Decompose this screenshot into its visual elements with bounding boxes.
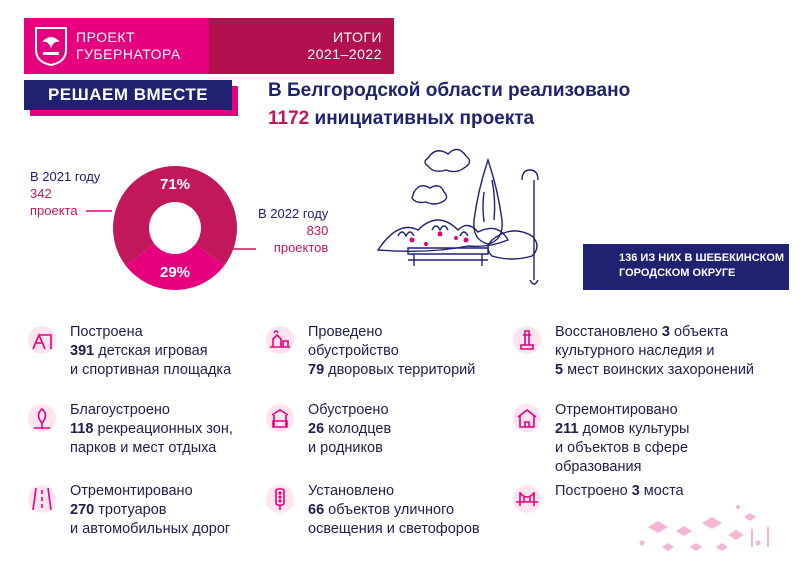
stat-heritage-line1: объекта: [673, 324, 729, 340]
label-2021-year: В 2021 году: [30, 169, 101, 184]
stat-culture-line3: и объектов в сфере: [555, 440, 689, 456]
yard-icon: [265, 325, 295, 355]
stat-parks-line3: парков и мест отдыха: [70, 440, 217, 456]
stat-parks-number: 118: [70, 421, 94, 437]
stat-heritage-number-1: 3: [661, 324, 670, 340]
stat-parks-line2: рекреационных зон,: [97, 421, 233, 437]
label-2021-unit: проекта: [30, 203, 78, 218]
period-line-1: ИТОГИ: [332, 29, 382, 45]
stat-roads-number: 270: [70, 502, 95, 518]
stat-wells-line3: и родников: [308, 440, 383, 456]
park-illustration: [368, 140, 568, 298]
stat-roads-line3: и автомобильных дорог: [70, 521, 231, 537]
stat-culture-line2: домов культуры: [582, 421, 690, 437]
road-icon: [27, 484, 57, 514]
lamp-top: [522, 170, 538, 180]
district-banner: [583, 244, 789, 290]
lamp-post: [530, 180, 538, 284]
donut-group: [113, 166, 237, 290]
stat-roads-line2: тротуаров: [98, 502, 167, 518]
stat-playgrounds-line2: детская игровая: [98, 343, 208, 359]
stat-roads-line1: Отремонтировано: [70, 483, 193, 499]
label-2022: [258, 205, 328, 256]
house-icon: [512, 403, 542, 433]
stat-wells-line2: колодцев: [328, 421, 392, 437]
playground-icon: [27, 325, 57, 355]
bridge-icon: [512, 484, 542, 514]
stat-wells-number: 26: [308, 421, 325, 437]
stat-yards-line1: Проведено: [308, 324, 383, 340]
stat-yards-number: 79: [308, 362, 325, 378]
decorative-pattern: [628, 497, 778, 557]
brand-line-2: ГУБЕРНАТОРА: [76, 46, 181, 62]
brand-block: [24, 18, 209, 74]
label-2022-unit: проектов: [273, 240, 329, 255]
stat-parks-line1: Благоустроено: [70, 402, 170, 418]
cloud-shape: [425, 149, 470, 171]
well-icon: [265, 403, 295, 433]
headline-line-2: [268, 108, 534, 130]
district-line-1: 136 ИЗ НИХ В ШЕБЕКИНСКОМ: [619, 252, 785, 264]
label-2022-year: В 2022 году: [258, 206, 329, 221]
brand-line-1: ПРОЕКТ: [76, 29, 136, 45]
stat-bridges-line1: моста: [643, 483, 684, 499]
stat-bridges-line1-pre: Построено: [555, 483, 628, 499]
stat-wells-line1: Обустроено: [308, 402, 389, 418]
stat-lighting-line3: освещения и светофоров: [308, 521, 480, 537]
stat-bridges-number: 3: [631, 483, 640, 499]
region-emblem-icon: [34, 26, 68, 66]
stat-playgrounds-number: 391: [70, 343, 95, 359]
label-2021-count: 342: [30, 186, 52, 201]
stat-yards-line2: обустройство: [308, 343, 399, 359]
stat-playgrounds-line3: и спортивная площадка: [70, 362, 232, 378]
stat-lighting-line2: объектов уличного: [328, 502, 455, 518]
label-2022-count: 830: [306, 223, 329, 238]
district-line-2: ГОРОДСКОМ ОКРУГЕ: [619, 267, 736, 279]
label-2021: [30, 168, 100, 219]
stat-culture-line4: образования: [555, 459, 642, 475]
stat-heritage-line1-pre: Восстановлено: [555, 324, 658, 340]
stat-heritage-line2: культурного наследия и: [555, 343, 715, 359]
percent-label-2021: 29%: [159, 264, 191, 281]
percent-label-2022: 71%: [159, 176, 191, 193]
stat-culture-number: 211: [555, 421, 579, 437]
stat-lighting-line1: Установлено: [308, 483, 395, 499]
stat-culture-line1: Отремонтировано: [555, 402, 678, 418]
headline-total: 1172: [268, 108, 310, 129]
period-block: [209, 18, 394, 74]
stat-lighting-number: 66: [308, 502, 325, 518]
park-icon: [27, 403, 57, 433]
stat-yards-line3: дворовых территорий: [328, 362, 476, 378]
stat-heritage-number-2: 5: [555, 362, 564, 378]
stat-playgrounds-line1: Построена: [70, 324, 143, 340]
stat-heritage-line3: мест воинских захоронений: [567, 362, 755, 378]
headline-line-1: В Белгородской области реализовано: [268, 80, 631, 101]
headline-rest: инициативных проекта: [314, 108, 535, 129]
cloud-shape-2: [412, 186, 447, 204]
monument-icon: [512, 325, 542, 355]
period-line-2: 2021–2022: [307, 46, 382, 62]
traffic-light-icon: [265, 484, 295, 514]
badge-title: РЕШАЕМ ВМЕСТЕ: [24, 80, 232, 110]
